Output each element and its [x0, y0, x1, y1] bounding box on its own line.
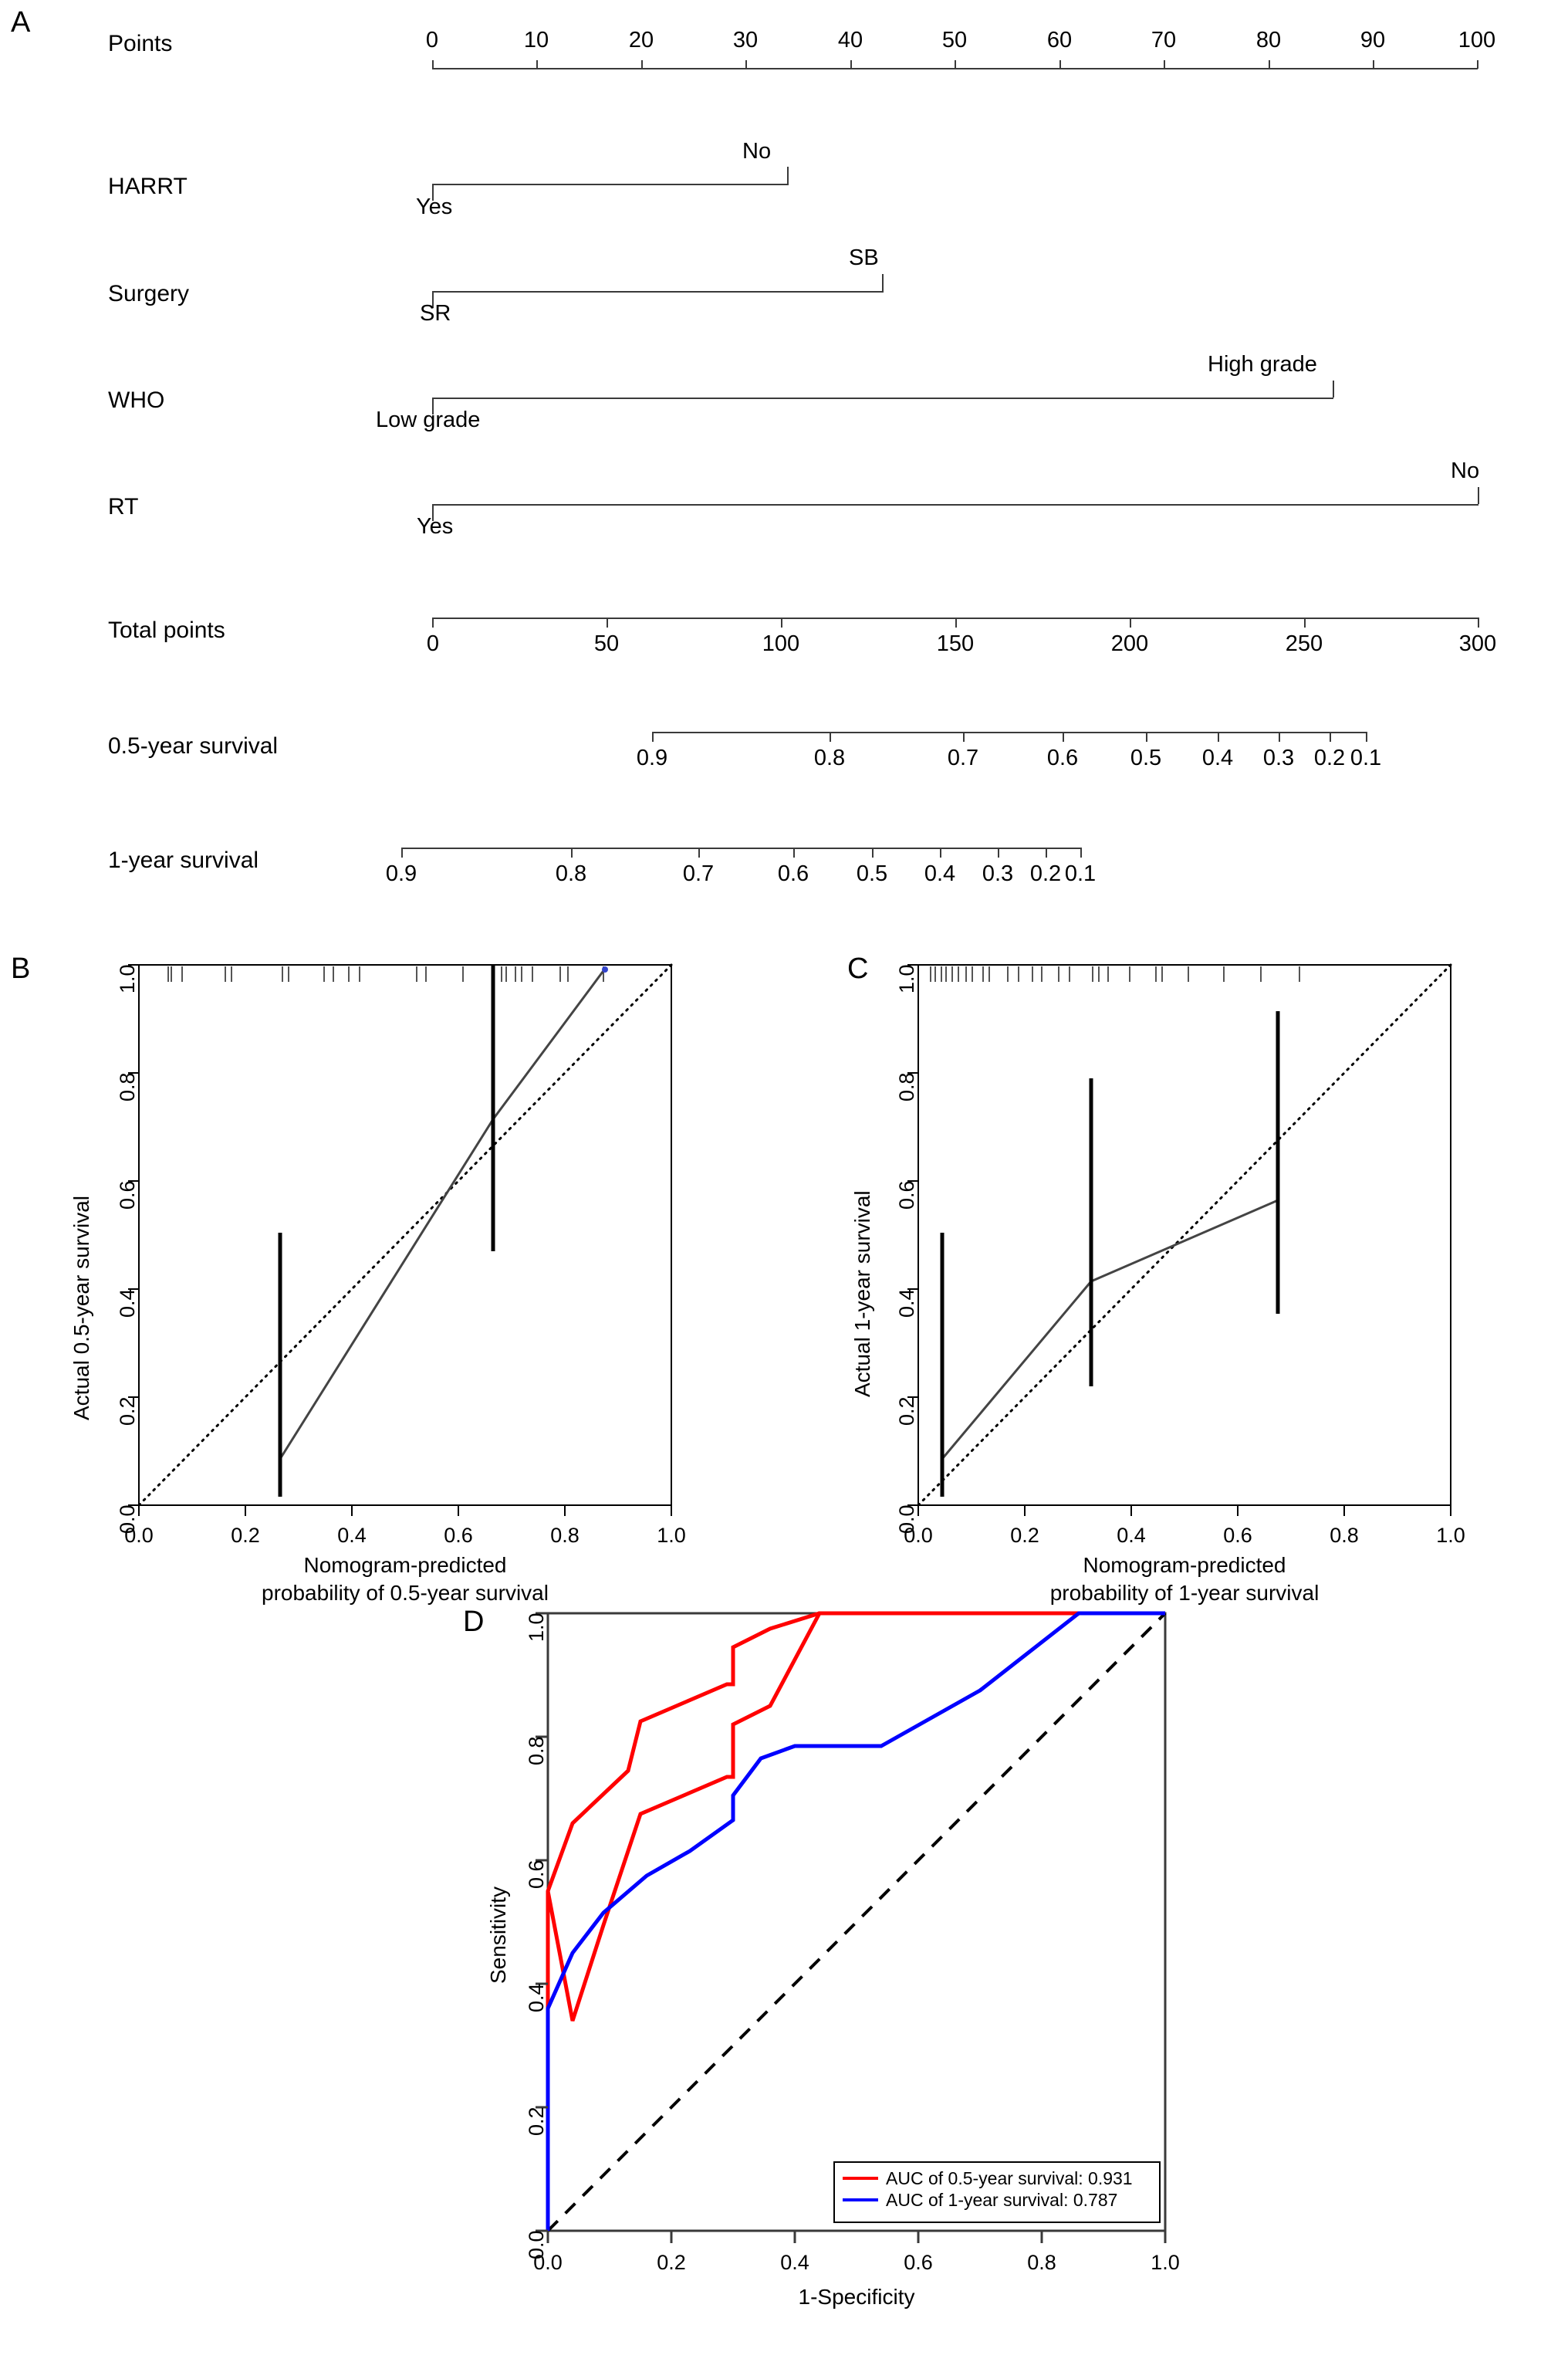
- nomogram-row-label-surv05: 0.5-year survival: [108, 733, 279, 759]
- points-tick-0: [432, 60, 434, 69]
- legend-label-auc-1y: AUC of 1-year survival: 0.787: [886, 2189, 1118, 2210]
- panel-d-ytick-5: 1.0: [525, 1612, 548, 1642]
- panel-b-xtick-5: 1.0: [657, 1524, 686, 1547]
- panel-b-ytick-0: 0.0: [116, 1504, 139, 1534]
- surv1-tick-01: [1080, 848, 1082, 858]
- points-tick-label-90: 90: [1360, 28, 1386, 52]
- panel-b-xtick-0: 0.0: [124, 1524, 154, 1547]
- panel-b-xtick-3: 0.6: [444, 1524, 473, 1547]
- points-tick-60: [1059, 60, 1061, 69]
- total-points-tick-50: [607, 618, 608, 628]
- surv05-tick-07: [963, 732, 965, 742]
- surv1-label-04: 0.4: [924, 861, 956, 886]
- panel-d-ytick-1: 0.2: [525, 2107, 548, 2136]
- rt-label-yes: Yes: [417, 514, 454, 539]
- points-tick-label-40: 40: [837, 28, 863, 52]
- surv1-label-07: 0.7: [682, 861, 715, 886]
- surv05-label-07: 0.7: [947, 746, 979, 770]
- surv05-tick-03: [1279, 732, 1280, 742]
- nomogram-row-label-who: WHO: [108, 387, 165, 413]
- panel-c-xtick-0: 0.0: [904, 1524, 933, 1547]
- surv05-tick-08: [830, 732, 831, 742]
- total-points-label-200: 200: [1110, 631, 1149, 656]
- points-tick-80: [1269, 60, 1270, 69]
- panel-d-xtick-0: 0.0: [533, 2251, 563, 2274]
- legend-swatch-red: [843, 2177, 878, 2180]
- panel-letter-c: C: [847, 953, 869, 985]
- who-tick-high: [1333, 381, 1334, 398]
- nomogram-row-label-surv1: 1-year survival: [108, 848, 259, 873]
- panel-b-ytick-4: 0.8: [116, 1072, 139, 1101]
- harrt-label-no: No: [742, 139, 772, 164]
- surv05-axis-line: [652, 732, 1367, 733]
- total-points-label-250: 250: [1285, 631, 1323, 656]
- surv1-label-06: 0.6: [777, 861, 809, 886]
- total-points-tick-0: [432, 618, 434, 628]
- panel-b-ytick-5: 1.0: [116, 964, 139, 993]
- who-label-high: High grade: [1208, 352, 1317, 377]
- total-points-label-0: 0: [426, 631, 440, 656]
- surv05-label-06: 0.6: [1046, 746, 1079, 770]
- points-tick-90: [1373, 60, 1374, 69]
- total-points-tick-300: [1478, 618, 1479, 628]
- panel-c-x-axis-title-line1: Nomogram-predicted: [1083, 1553, 1286, 1577]
- nomogram-row-label-surgery: Surgery: [108, 281, 190, 306]
- panel-b-plot: [0, 949, 787, 1590]
- panel-b-xtick-1: 0.2: [231, 1524, 260, 1547]
- harrt-label-yes: Yes: [416, 195, 453, 219]
- panel-b-x-axis-title-line2: probability of 0.5-year survival: [262, 1581, 549, 1605]
- points-tick-20: [641, 60, 643, 69]
- surv1-tick-07: [698, 848, 700, 858]
- panel-c-ytick-0: 0.0: [895, 1504, 918, 1534]
- surv05-label-01: 0.1: [1350, 746, 1382, 770]
- panel-b-xtick-4: 0.8: [550, 1524, 580, 1547]
- panel-c-x-axis-title-line2: probability of 1-year survival: [1049, 1581, 1320, 1605]
- panel-d-xtick-3: 0.6: [904, 2251, 933, 2274]
- surv1-label-08: 0.8: [555, 861, 587, 886]
- panel-b-x-axis-title-line1: Nomogram-predicted: [303, 1553, 507, 1577]
- total-points-label-150: 150: [936, 631, 975, 656]
- surv1-tick-05: [872, 848, 874, 858]
- panel-d-ytick-4: 0.8: [525, 1736, 548, 1765]
- total-points-tick-150: [955, 618, 957, 628]
- surv1-label-02: 0.2: [1029, 861, 1062, 886]
- panel-d-legend: [833, 2161, 1161, 2223]
- panel-c-xtick-2: 0.4: [1117, 1524, 1146, 1547]
- harrt-tick-no: [787, 167, 789, 184]
- panel-c-ytick-2: 0.4: [895, 1288, 918, 1318]
- panel-b-y-axis-title: Actual 0.5-year survival: [69, 1195, 93, 1420]
- surv05-label-04: 0.4: [1201, 746, 1234, 770]
- panel-d-ytick-2: 0.4: [525, 1983, 548, 2012]
- panel-letter-b: B: [11, 953, 31, 985]
- panel-d-xtick-4: 0.8: [1027, 2251, 1056, 2274]
- nomogram-row-label-points: Points: [108, 31, 173, 56]
- panel-d-ytick-3: 0.6: [525, 1859, 548, 1889]
- points-tick-40: [850, 60, 852, 69]
- nomogram-row-label-rt: RT: [108, 494, 139, 519]
- panel-letter-a: A: [11, 6, 31, 39]
- total-points-tick-200: [1130, 618, 1131, 628]
- points-tick-label-50: 50: [941, 28, 968, 52]
- points-tick-label-70: 70: [1151, 28, 1177, 52]
- panel-c-ytick-5: 1.0: [895, 964, 918, 993]
- who-label-low: Low grade: [376, 408, 481, 432]
- total-points-label-100: 100: [762, 631, 800, 656]
- points-tick-70: [1164, 60, 1165, 69]
- surv1-tick-04: [940, 848, 941, 858]
- points-tick-label-100: 100: [1458, 28, 1496, 52]
- panel-d-ytick-0: 0.0: [525, 2230, 548, 2259]
- legend-label-auc-05y: AUC of 0.5-year survival: 0.931: [886, 2167, 1133, 2188]
- surv05-label-05: 0.5: [1130, 746, 1162, 770]
- nomogram-row-label-total: Total points: [108, 618, 225, 643]
- surv1-tick-03: [998, 848, 999, 858]
- rt-axis-line: [432, 504, 1478, 506]
- total-points-label-300: 300: [1458, 631, 1497, 656]
- surv05-tick-02: [1330, 732, 1331, 742]
- surv05-label-02: 0.2: [1313, 746, 1346, 770]
- legend-item-auc-05y: [843, 2167, 1151, 2189]
- panel-d-roc: [370, 1598, 1219, 2362]
- total-points-tick-250: [1304, 618, 1306, 628]
- points-tick-label-80: 80: [1255, 28, 1282, 52]
- panel-c-xtick-4: 0.8: [1330, 1524, 1359, 1547]
- surv1-axis-line: [401, 848, 1082, 849]
- points-tick-label-20: 20: [628, 28, 654, 52]
- panel-b-ytick-1: 0.2: [116, 1396, 139, 1426]
- panel-a-nomogram: [0, 0, 1568, 949]
- panel-b-calibration-05y: [0, 949, 787, 1605]
- legend-item-auc-1y: [843, 2189, 1151, 2211]
- panel-c-ytick-4: 0.8: [895, 1072, 918, 1101]
- points-tick-10: [536, 60, 538, 69]
- surv05-label-09: 0.9: [636, 746, 668, 770]
- surv05-tick-01: [1366, 732, 1367, 742]
- panel-d-x-axis-title: 1-Specificity: [798, 2285, 915, 2309]
- panel-b-ytick-3: 0.6: [116, 1180, 139, 1210]
- panel-d-xtick-2: 0.4: [780, 2251, 809, 2274]
- surv1-tick-08: [571, 848, 573, 858]
- points-tick-100: [1477, 60, 1478, 69]
- points-tick-label-30: 30: [732, 28, 759, 52]
- surv1-label-05: 0.5: [856, 861, 888, 886]
- nomogram-row-label-harrt: HARRT: [108, 174, 188, 199]
- legend-swatch-blue: [843, 2198, 878, 2201]
- surv05-label-03: 0.3: [1262, 746, 1295, 770]
- surv05-tick-06: [1063, 732, 1064, 742]
- who-axis-line: [432, 398, 1333, 399]
- surv05-tick-05: [1146, 732, 1147, 742]
- surv1-label-09: 0.9: [385, 861, 417, 886]
- points-tick-50: [955, 60, 956, 69]
- panel-c-ytick-1: 0.2: [895, 1396, 918, 1426]
- surv1-tick-06: [793, 848, 795, 858]
- panel-b-xtick-2: 0.4: [337, 1524, 367, 1547]
- panel-c-plot: [787, 949, 1568, 1590]
- surgery-label-sr: SR: [420, 301, 451, 326]
- surv1-tick-09: [401, 848, 403, 858]
- harrt-axis-line: [432, 184, 789, 185]
- surv1-label-01: 0.1: [1064, 861, 1097, 886]
- panel-c-xtick-1: 0.2: [1010, 1524, 1039, 1547]
- surv05-label-08: 0.8: [813, 746, 846, 770]
- panel-d-y-axis-title: Sensitivity: [486, 1886, 510, 1984]
- points-tick-label-0: 0: [425, 28, 439, 52]
- surv05-tick-09: [652, 732, 654, 742]
- surgery-label-sb: SB: [849, 245, 879, 270]
- total-points-label-50: 50: [593, 631, 620, 656]
- surv1-tick-02: [1046, 848, 1047, 858]
- panel-c-xtick-3: 0.6: [1223, 1524, 1252, 1547]
- rt-tick-no: [1478, 487, 1479, 504]
- panel-letter-d: D: [463, 1606, 485, 1638]
- rt-label-no: No: [1451, 459, 1480, 483]
- points-tick-30: [745, 60, 747, 69]
- surgery-tick-sb: [882, 274, 884, 291]
- points-tick-label-10: 10: [523, 28, 549, 52]
- panel-c-ytick-3: 0.6: [895, 1180, 918, 1210]
- panel-d-xtick-1: 0.2: [657, 2251, 686, 2274]
- panel-d-xtick-5: 1.0: [1151, 2251, 1180, 2274]
- panel-c-y-axis-title: Actual 1-year survival: [850, 1190, 874, 1397]
- total-points-tick-100: [781, 618, 782, 628]
- panel-b-ytick-2: 0.4: [116, 1288, 139, 1318]
- surv05-tick-04: [1218, 732, 1219, 742]
- surv1-label-03: 0.3: [982, 861, 1014, 886]
- points-tick-label-60: 60: [1046, 28, 1073, 52]
- panel-c-xtick-5: 1.0: [1436, 1524, 1465, 1547]
- surgery-axis-line: [432, 291, 884, 293]
- panel-c-calibration-1y: [787, 949, 1568, 1605]
